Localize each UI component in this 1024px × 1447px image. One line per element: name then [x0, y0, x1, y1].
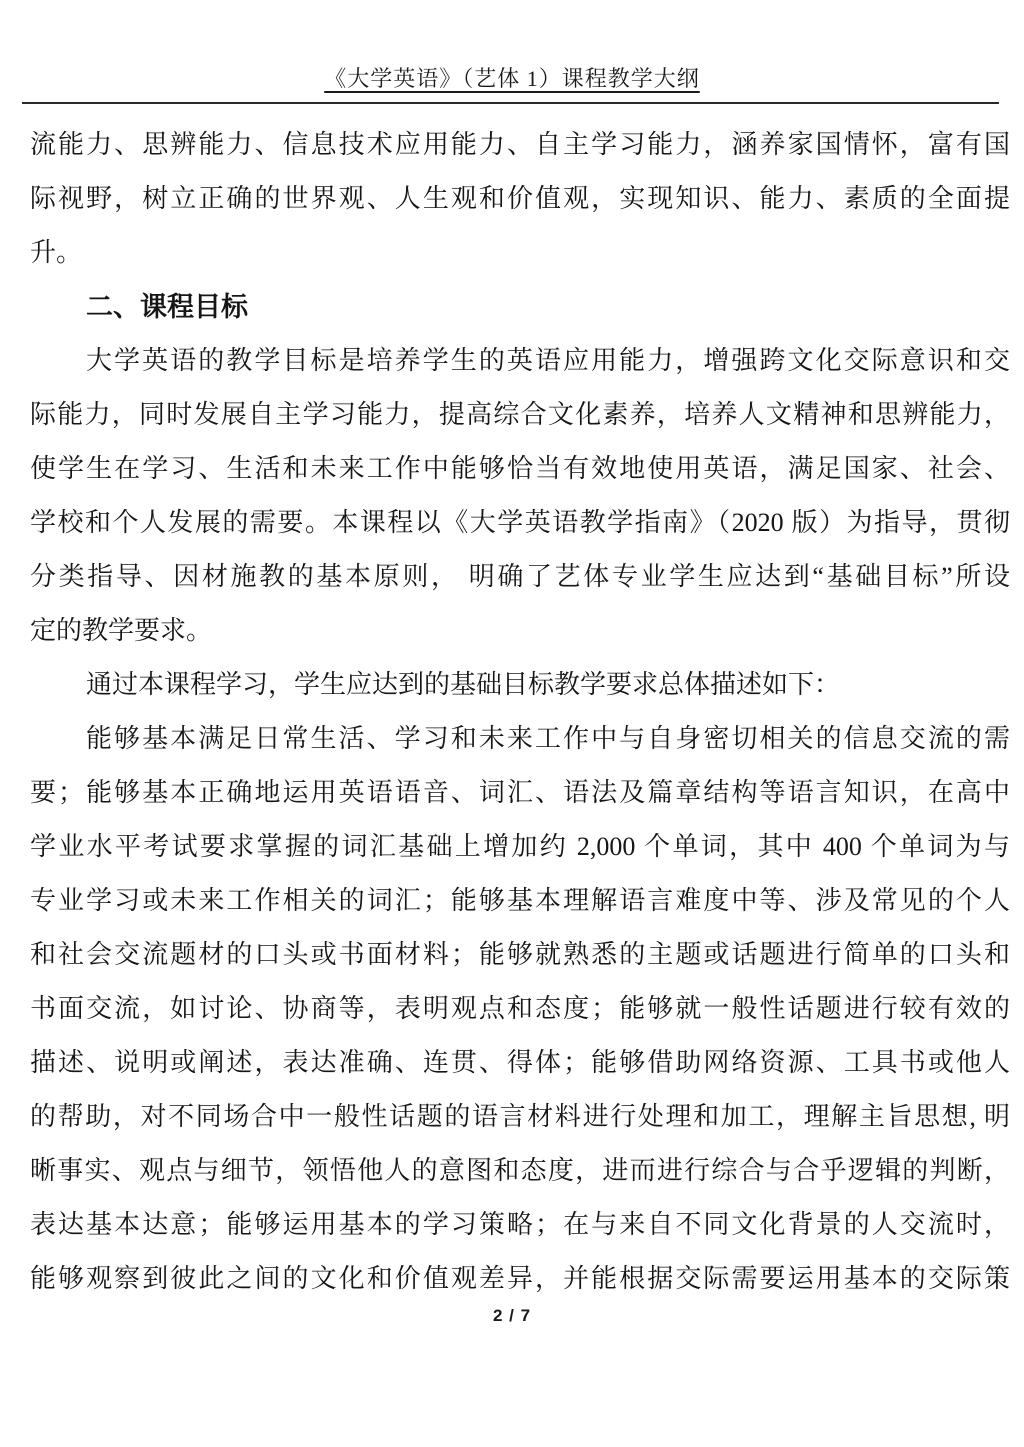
body-text-line: 际能力，同时发展自主学习能力，提高综合文化素养，培养人文精神和思辨能力，: [30, 400, 1010, 429]
section-heading: 二、课程目标: [86, 292, 248, 322]
body-text-line: 学校和个人发展的需要。本课程以《大学英语教学指南》（2020 版）为指导，贯彻: [30, 508, 1010, 537]
body-text-line: 能够基本满足日常生活、学习和未来工作中与自身密切相关的信息交流的需: [86, 724, 1010, 753]
document-body: [30, 118, 1010, 1306]
body-text-line: 的帮助，对不同场合中一般性话题的语言材料进行处理和加工，理解主旨思想, 明: [30, 1102, 1010, 1131]
body-text-line: 流能力、思辨能力、信息技术应用能力、自主学习能力，涵养家国情怀，富有国: [30, 130, 1010, 159]
page-header: [0, 0, 1024, 93]
body-text-line: 升。: [30, 238, 83, 267]
body-text-line: 专业学习或未来工作相关的词汇；能够基本理解语言难度中等、涉及常见的个人: [30, 886, 1010, 915]
document-header-title: 《大学英语》（艺体 1）课程教学大纲: [324, 66, 700, 91]
body-text-line: 定的教学要求。: [30, 616, 213, 645]
body-text-line: 际视野，树立正确的世界观、人生观和价值观，实现知识、能力、素质的全面提: [30, 184, 1010, 213]
body-text-line: 使学生在学习、生活和未来工作中能够恰当有效地使用英语，满足国家、社会、: [30, 454, 1010, 483]
page-footer: [0, 1306, 1024, 1326]
body-text-line: 要；能够基本正确地运用英语语音、词汇、语法及篇章结构等语言知识，在高中: [30, 778, 1010, 807]
page-number: 2 / 7: [492, 1306, 532, 1325]
body-text-line: 表达基本达意；能够运用基本的学习策略；在与来自不同文化背景的人交流时，: [30, 1210, 1010, 1239]
body-text-line: 能够观察到彼此之间的文化和价值观差异，并能根据交际需要运用基本的交际策: [30, 1264, 1010, 1293]
header-divider: [22, 102, 999, 104]
body-text-line: 晰事实、观点与细节，领悟他人的意图和态度，进而进行综合与合乎逻辑的判断，: [30, 1156, 1010, 1185]
body-text-line: 和社会交流题材的口头或书面材料；能够就熟悉的主题或话题进行简单的口头和: [30, 940, 1010, 969]
body-text-line: 描述、说明或阐述，表达准确、连贯、得体；能够借助网络资源、工具书或他人: [30, 1048, 1010, 1077]
body-text-line: 分类指导、因材施教的基本原则， 明确了艺体专业学生应达到“基础目标”所设: [30, 562, 1010, 591]
body-text-line: 学业水平考试要求掌握的词汇基础上增加约 2,000 个单词，其中 400 个单词为与: [30, 832, 1010, 861]
body-text-line: 通过本课程学习，学生应达到的基础目标教学要求总体描述如下：: [86, 670, 841, 699]
body-text-line: 书面交流，如讨论、协商等，表明观点和态度；能够就一般性话题进行较有效的: [30, 994, 1010, 1023]
body-text-line: 大学英语的教学目标是培养学生的英语应用能力，增强跨文化交际意识和交: [86, 346, 1010, 375]
